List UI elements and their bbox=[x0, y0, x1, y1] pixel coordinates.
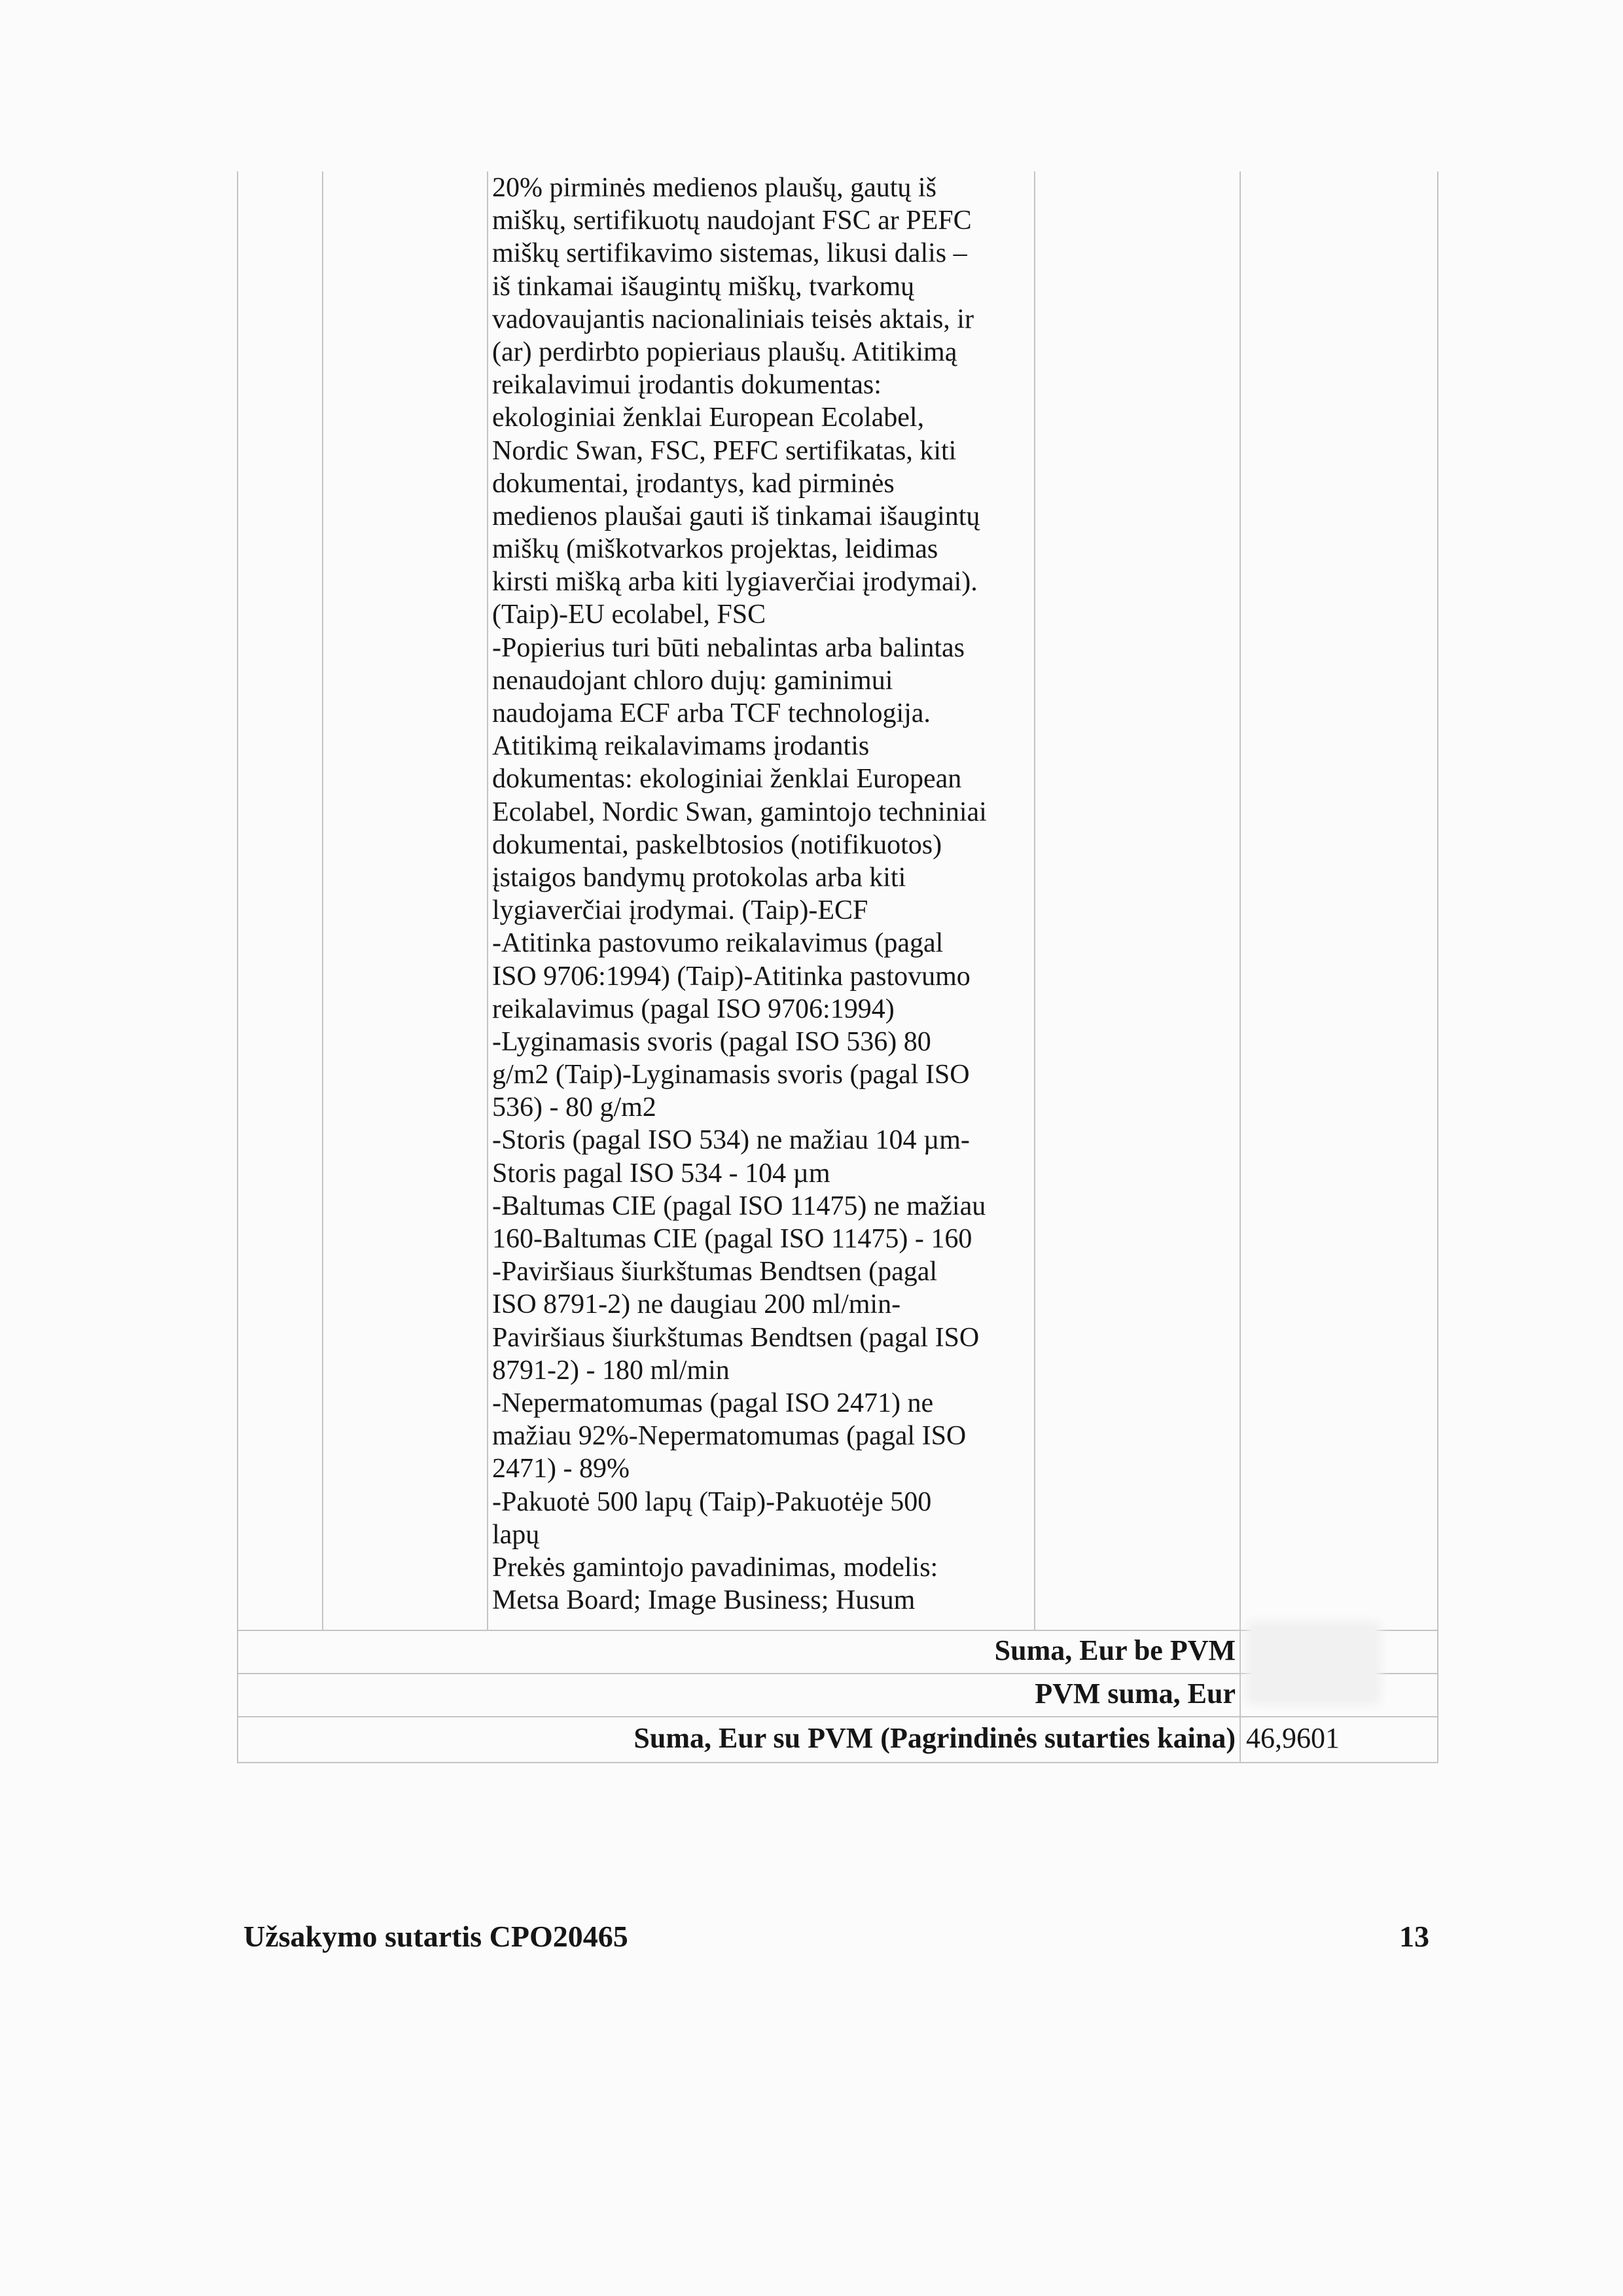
description-line: 2471) - 89% bbox=[492, 1454, 630, 1484]
description-line: -Lyginamasis svoris (pagal ISO 536) 80 bbox=[492, 1026, 931, 1057]
description-line: g/m2 (Taip)-Lyginamasis svoris (pagal ISO bbox=[492, 1060, 970, 1090]
description-line: -Pakuotė 500 lapų (Taip)-Pakuotėje 500 bbox=[492, 1486, 932, 1517]
description-line: -Nepermatomumas (pagal ISO 2471) ne bbox=[492, 1388, 934, 1418]
description-line: mažiau 92%-Nepermatomumas (pagal ISO bbox=[492, 1421, 967, 1452]
description-line: lygiaverčiai įrodymai. (Taip)-ECF bbox=[492, 895, 868, 926]
description-line: reikalavimui įrodantis dokumentas: bbox=[492, 370, 882, 401]
table-row-divider-3 bbox=[237, 1716, 1438, 1717]
table-column-divider-2 bbox=[487, 171, 488, 1630]
description-line: -Storis (pagal ISO 534) ne mažiau 104 µm- bbox=[492, 1125, 970, 1156]
description-line: Paviršiaus šiurkštumas Bendtsen (pagal ISO bbox=[492, 1322, 980, 1353]
description-line: 20% pirminės medienos plaušų, gautų iš bbox=[492, 173, 936, 203]
table-column-divider-3 bbox=[1034, 171, 1035, 1630]
description-line: dokumentai, įrodantys, kad pirminės bbox=[492, 468, 895, 499]
table-border-left bbox=[237, 171, 238, 1762]
description-line: Metsa Board; Image Business; Husum bbox=[492, 1585, 916, 1616]
description-line: (ar) perdirbto popieriaus plaušų. Atitikimą bbox=[492, 336, 957, 367]
sum-with-vat-label: Suma, Eur su PVM (Pagrindinės sutarties kaina) bbox=[633, 1722, 1236, 1754]
sum-without-vat-label: Suma, Eur be PVM bbox=[994, 1634, 1236, 1666]
description-line: nenaudojant chloro dujų: gaminimui bbox=[492, 665, 893, 696]
page-number: 13 bbox=[1399, 1920, 1429, 1953]
description-line: įstaigos bandymų protokolas arba kiti bbox=[492, 862, 906, 893]
description-line: miškų sertifikavimo sistemas, likusi dalis – bbox=[492, 238, 967, 269]
description-line: 536) - 80 g/m2 bbox=[492, 1092, 656, 1123]
description-line: lapų bbox=[492, 1519, 540, 1550]
description-line: -Popierius turi būti nebalintas arba balintas bbox=[492, 632, 965, 663]
description-line: 160-Baltumas CIE (pagal ISO 11475) - 160 bbox=[492, 1224, 972, 1254]
description-line: miškų, sertifikuotų naudojant FSC ar PEFC bbox=[492, 206, 972, 236]
description-line: Ecolabel, Nordic Swan, gamintojo techniniai bbox=[492, 797, 987, 827]
vat-sum-label: PVM suma, Eur bbox=[1035, 1677, 1236, 1710]
description-line: kirsti mišką arba kiti lygiaverčiai įrodymai). bbox=[492, 567, 978, 598]
sum-with-vat-value: 46,9601 bbox=[1246, 1722, 1340, 1754]
description-line: -Atitinka pastovumo reikalavimus (pagal bbox=[492, 928, 944, 959]
description-line: dokumentai, paskelbtosios (notifikuotos) bbox=[492, 829, 942, 860]
contract-footer: Užsakymo sutartis CPO20465 bbox=[243, 1920, 628, 1953]
description-line: ekologiniai ženklai European Ecolabel, bbox=[492, 403, 925, 433]
description-line: vadovaujantis nacionaliniais teisės aktais, ir bbox=[492, 304, 974, 334]
description-line: Atitikimą reikalavimams įrodantis bbox=[492, 731, 870, 762]
description-line: Prekės gamintojo pavadinimas, modelis: bbox=[492, 1552, 938, 1583]
description-line: Storis pagal ISO 534 - 104 µm bbox=[492, 1158, 830, 1189]
description-line: 8791-2) - 180 ml/min bbox=[492, 1355, 730, 1386]
description-line: ISO 9706:1994) (Taip)-Atitinka pastovumo bbox=[492, 961, 971, 992]
redacted-amount-area bbox=[1251, 1626, 1376, 1700]
description-line: (Taip)-EU ecolabel, FSC bbox=[492, 600, 766, 630]
description-line: medienos plaušai gauti iš tinkamai išaugintų bbox=[492, 501, 980, 531]
product-description-cell bbox=[492, 171, 1031, 1617]
description-line: -Baltumas CIE (pagal ISO 11475) ne mažiau bbox=[492, 1191, 986, 1221]
description-line: -Paviršiaus šiurkštumas Bendtsen (pagal bbox=[492, 1257, 938, 1287]
description-line: Nordic Swan, FSC, PEFC sertifikatas, kiti bbox=[492, 435, 957, 466]
table-column-divider-1 bbox=[322, 171, 323, 1630]
description-line: miškų (miškotvarkos projektas, leidimas bbox=[492, 534, 938, 565]
description-line: iš tinkamai išaugintų miškų, tvarkomų bbox=[492, 271, 915, 302]
table-border-bottom bbox=[237, 1762, 1438, 1763]
description-line: ISO 8791-2) ne daugiau 200 ml/min- bbox=[492, 1289, 901, 1320]
description-line: reikalavimus (pagal ISO 9706:1994) bbox=[492, 994, 895, 1024]
table-border-right bbox=[1437, 171, 1438, 1762]
description-line: dokumentas: ekologiniai ženklai European bbox=[492, 764, 962, 795]
table-column-divider-4 bbox=[1240, 171, 1241, 1762]
description-line: naudojama ECF arba TCF technologija. bbox=[492, 698, 931, 728]
